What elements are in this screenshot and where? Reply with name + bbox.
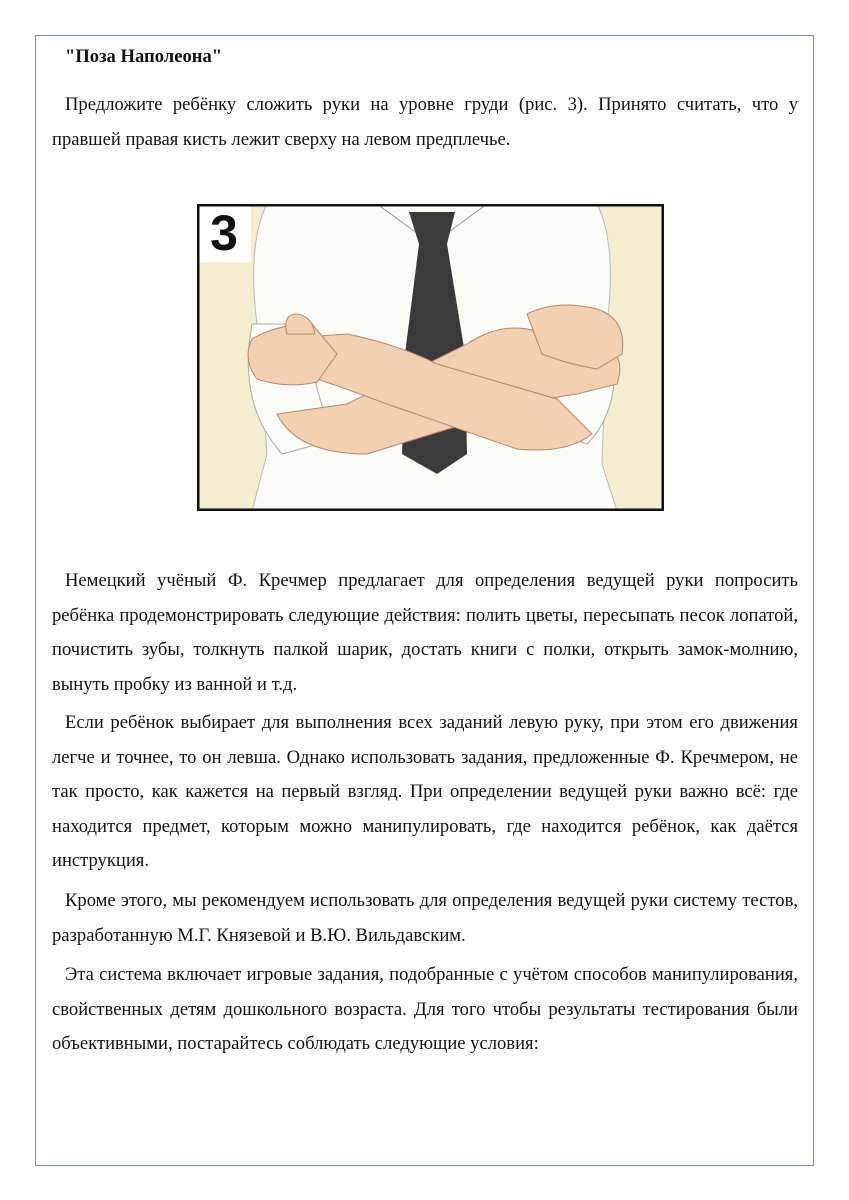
paragraph-conditions: Эта система включает игровые задания, подобранные с учётом способов манипулирования, свойственных детям дошкольного возраста. Для того чтобы результаты тестирования были объективными, постарайтесь соблюдать следующие условия: [52,964,798,1054]
paragraph-kretschmer: Немецкий учёный Ф. Кречмер предлагает для определения ведущей руки попросить ребёнка продемонстрировать следующие действия: полить цветы, пересыпать песок лопатой, почистить зубы, толкнуть палкой шарик, достать книги с полки, открыть замок-молнию, вынуть пробку из ванной и т.д. [52,570,798,695]
paragraph-left-hand: Если ребёнок выбирает для выполнения всех заданий левую руку, при этом его движения легче и точнее, то он левша. Однако использовать задания, предложенные Ф. Кречмером, не так просто, как кажется на первый взгляд. При определении ведущей руки важно всё: где находится предмет, которым можно манипулировать, где находится ребёнок, как даётся инструкция. [52,712,798,871]
section-title: "Поза Наполеона" [65,46,223,67]
paragraph-test-system: Кроме этого, мы рекомендуем использовать для определения ведущей руки систему тестов, разработанную М.Г. Князевой и В.Ю. Вильдавским. [52,890,798,946]
figure-number: 3 [210,205,238,261]
paragraph-napoleon-pose: Предложите ребёнку сложить руки на уровне груди (рис. 3). Принято считать, что у правшей правая кисть лежит сверху на левом предплечье. [52,94,798,150]
figure-crossed-arms [197,204,664,511]
crossed-arms-illustration [197,204,664,511]
